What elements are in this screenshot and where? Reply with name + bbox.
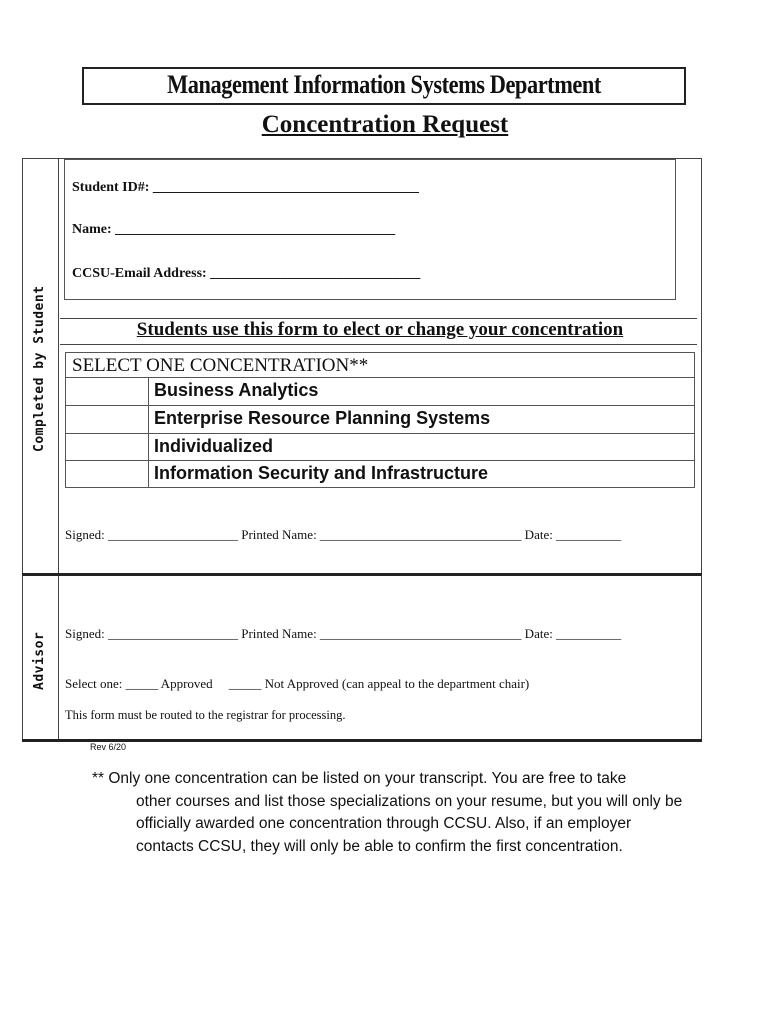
section-separator-line bbox=[22, 573, 702, 576]
frame-divider-line bbox=[58, 158, 59, 741]
student-side-label: Completed by Student bbox=[32, 285, 47, 452]
instruction-bottom-rule bbox=[60, 344, 697, 345]
revision-label: Rev 6/20 bbox=[90, 742, 127, 752]
concentration-label: Information Security and Infrastructure bbox=[154, 463, 489, 483]
frame-left-line bbox=[22, 158, 23, 741]
concentration-label: Enterprise Resource Planning Systems bbox=[154, 408, 491, 428]
concentration-checkbox[interactable] bbox=[66, 406, 149, 433]
footnote-first-line: ** Only one concentration can be listed on your transcript. You are free to take bbox=[92, 770, 627, 787]
concentration-table bbox=[65, 352, 695, 488]
instruction-text: Students use this form to elect or change your concentration bbox=[136, 319, 624, 340]
approval-selection-line[interactable]: Select one: _____ Approved _____ Not Approved (can appeal to the department chair) bbox=[65, 676, 530, 691]
form-title: Concentration Request bbox=[261, 111, 509, 138]
frame-right-line bbox=[701, 158, 702, 741]
routing-note: This form must be routed to the registrar for processing. bbox=[65, 708, 346, 722]
student-signature-line[interactable]: Signed: ____________________ Printed Name: _______________________________ Date: __________ bbox=[65, 527, 622, 542]
concentration-row[interactable] bbox=[66, 460, 694, 488]
concentration-row[interactable] bbox=[66, 377, 694, 405]
concentration-row[interactable] bbox=[66, 433, 694, 461]
concentration-checkbox[interactable] bbox=[66, 461, 149, 488]
concentration-label: Individualized bbox=[154, 436, 274, 456]
student-id-field[interactable]: Student ID#: ______________________________________ bbox=[72, 180, 419, 195]
concentration-label: Business Analytics bbox=[154, 380, 319, 400]
advisor-side-label: Advisor bbox=[32, 631, 47, 690]
concentration-checkbox[interactable] bbox=[66, 378, 149, 405]
department-title: Management Information Systems Department bbox=[167, 70, 601, 99]
concentration-checkbox[interactable] bbox=[66, 434, 149, 461]
concentration-row[interactable] bbox=[66, 405, 694, 433]
select-concentration-header: SELECT ONE CONCENTRATION** bbox=[72, 355, 369, 376]
email-field[interactable]: CCSU-Email Address: ______________________________ bbox=[72, 266, 421, 281]
name-field[interactable]: Name: ________________________________________ bbox=[72, 222, 396, 237]
footnote bbox=[92, 768, 692, 858]
advisor-signature-line[interactable]: Signed: ____________________ Printed Name: _______________________________ Date: __________ bbox=[65, 626, 622, 641]
footnote-continuation: other courses and list those specializations on your resume, but you will only be officially awarded one concentration through CCSU. Also, if an employer contacts CCSU, they will only be able to confirm the first concentration. bbox=[136, 792, 683, 855]
